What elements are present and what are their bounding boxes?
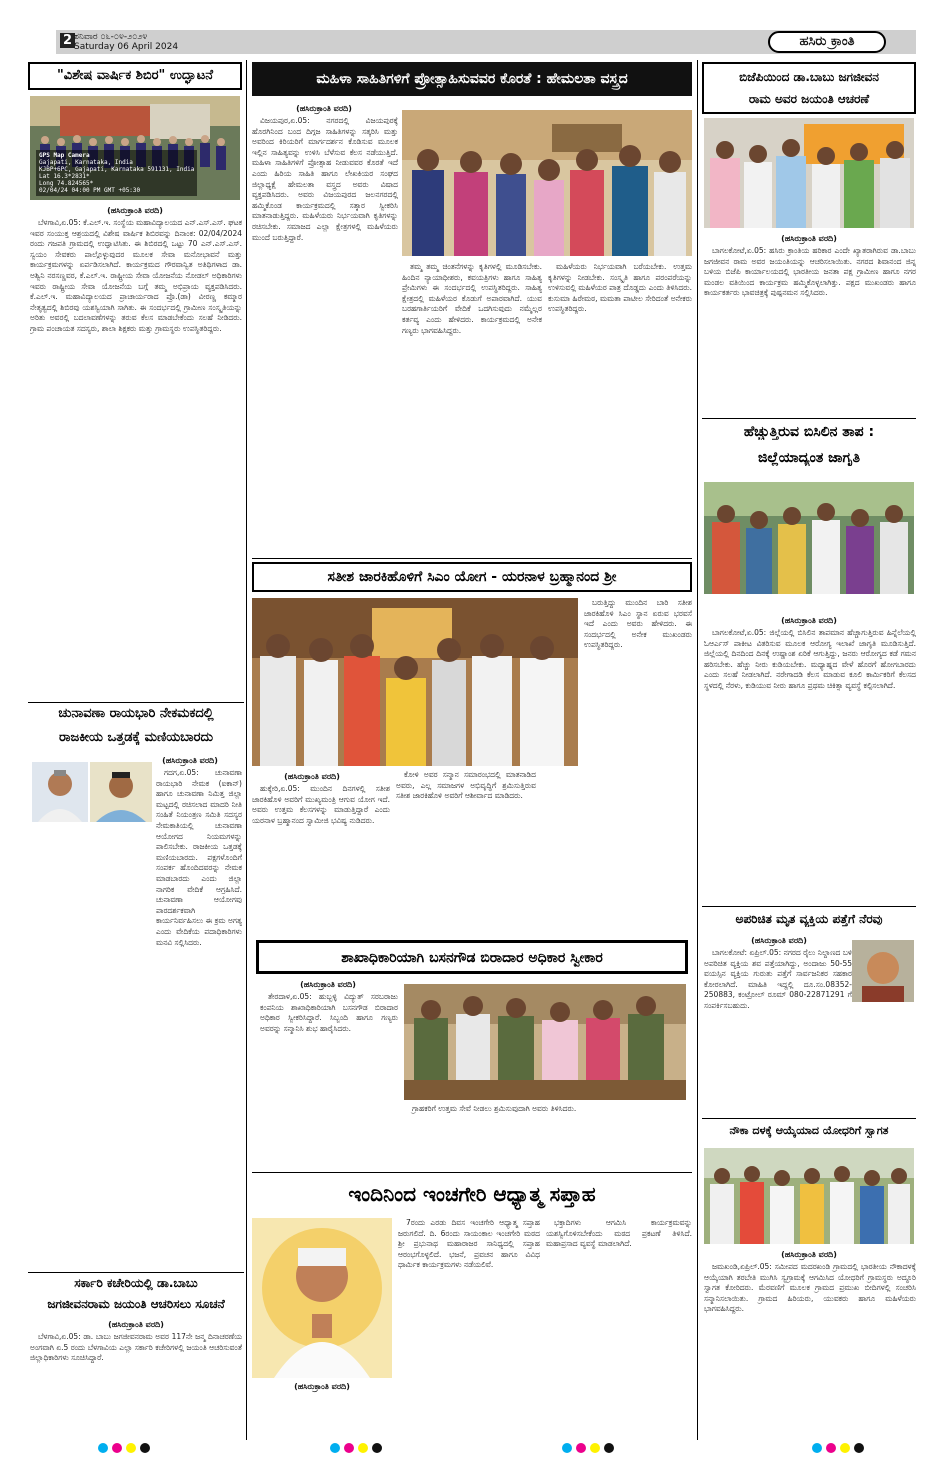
registration-marks (812, 1443, 864, 1453)
inchageri-photo (252, 1218, 392, 1378)
nauka-article-body: ಜಮಖಂಡಿ,ಏಪ್ರಿಲ್.05: ಸಮೀಪದ ಮದರಖಂಡಿ ಗ್ರಾಮದಲ್ಲಿ ಭಾರತೀಯ ನೌಕಾದಳಕ್ಕೆ ಆಯ್ಕೆಯಾಗಿ ತರಬೇತಿ ಮುಗಿಸಿ ಸ್ವಗ್ರಾಮಕ್ಕೆ ಆಗಮಿಸಿದ ಯೋಧರಿಗೆ ಗ್ರಾಮಸ್ಥರು ಅದ್ಧೂರಿ ಸ್ವಾಗತ ಕೋರಿದರು. ಮೆರವಣಿಗೆ ಮೂಲಕ ಗ್ರಾಮದ ಪ್ರಮುಖ ಬೀದಿಗಳಲ್ಲಿ ಸಂಚರಿಸಿ ಸನ್ಮಾನಿಸಲಾಯಿತು. ಗ್ರಾಮದ ಹಿರಿಯರು, ಯುವಕರು ಹಾಗೂ ಮಹಿಳೆಯರು ಭಾಗವಹಿಸಿದ್ದರು. (704, 1262, 916, 1314)
divider (702, 1118, 916, 1119)
bjp-headline-line1: ಬಿಜೆಪಿಯಿಂದ ಡಾ.ಬಾಬು ಜಗಜೀವನ (739, 70, 879, 84)
divider (28, 702, 244, 703)
camp-headline: "ವಿಶೇಷ ವಾರ್ಷಿಕ ಶಿಬಿರ" ಉದ್ಘಾಟನೆ (28, 62, 242, 90)
shakha-article-right: ಗ್ರಾಹಕರಿಗೆ ಉತ್ತಮ ಸೇವೆ ನೀಡಲು ಶ್ರಮಿಸುವುದಾಗಿ ಅವರು ತಿಳಿಸಿದರು. (412, 1104, 577, 1113)
heat-headline-line1: ಹೆಚ್ಚುತ್ತಿರುವ ಬಿಸಿಲಿನ ತಾಪ : (743, 424, 875, 440)
mahila-article-left: ವಿಜಯಪುರ,ಏ.05: ನಗರದಲ್ಲಿ ವಿಜಯಪುರಕ್ಕೆ ಹೊರಗಿನಿಂದ ಬಂದ ದಿಗ್ಗಜ ಸಾಹಿತಿಗಳನ್ನು ಸತ್ಕರಿಸಿ ಮತ್ತು ಅವರಿಂದ ಕಿರಿಯರಿಗೆ ಮಾರ್ಗದರ್ಶನ ಕೊಡಿಸುವ ಮೂಲಕ ಇಲ್ಲಿನ ಸಾಹಿತ್ಯವನ್ನು ಉಳಿಸಿ ಬೆಳೆಸುವ ಕೆಲಸ ನಡೆಯುತ್ತಿದೆ. ಮಹಿಳಾ ಸಾಹಿತಿಗಳಿಗೆ ಪ್ರೋತ್ಸಾಹ ನೀಡುವವರ ಕೊರತೆ ಇದೆ ಎಂದು ಹಿರಿಯ ಸಾಹಿತಿ ಹಾಗೂ ಲೇಖಕಿಯರ ಸಂಘದ ಜಿಲ್ಲಾಧ್ಯಕ್ಷೆ ಹೇಮಲತಾ ವಸ್ತ್ರದ ಅವರು ವಿಷಾದ ವ್ಯಕ್ತಪಡಿಸಿದರು. ಅವರು ವಿಜಯಪುರದ ಜಲನಗರದಲ್ಲಿ ಹಮ್ಮಿಕೊಂಡ ಕಾರ್ಯಕ್ರಮದಲ್ಲಿ ಸತ್ಕಾರ ಸ್ವೀಕರಿಸಿ ಮಾತನಾಡುತ್ತಿದ್ದರು. ಮಹಿಳೆಯರು ನಿರ್ಭಯವಾಗಿ ಕೃತಿಗಳನ್ನು ರಚಿಸಬೇಕು. ಸಮಾಜದ ಎಲ್ಲಾ ಕ್ಷೇತ್ರಗಳಲ್ಲಿ ಮಹಿಳೆಯರು ಮುಂದೆ ಬರುತ್ತಿದ್ದಾರೆ. (252, 116, 398, 242)
unknown-person-headline: ಅಪರಿಚಿತ ಮೃತ ವ್ಯಕ್ತಿಯ ಪತ್ತೆಗೆ ನೆರವು (735, 912, 883, 926)
mahila-article-right: ಮಹಿಳೆಯರು ನಿರ್ಭಯವಾಗಿ ಬರೆಯಬೇಕು. ಉತ್ತಮ ಕೃತಿಗಳನ್ನು ನೀಡಬೇಕು. ಸಂಸ್ಕೃತಿ ಹಾಗೂ ಪರಂಪರೆಯನ್ನು ಉಳಿಸುವಲ್ಲಿ ಮಹಿಳೆಯರ ಪಾತ್ರ ದೊಡ್ಡದು ಎಂದು ತಿಳಿಸಿದರು. ಕುಸುಮಾ ಹಿರೇಮಠ, ಮಮತಾ ಪಾಟೀಲ ಸೇರಿದಂತೆ ಅನೇಕರು ಉಪಸ್ಥಿತರಿದ್ದರು. (548, 262, 692, 314)
camp-article-body: ಬೆಳಗಾವಿ,ಏ.05: ಕೆ.ಎಲ್.ಇ. ಸಂಸ್ಥೆಯ ಮಹಾವಿದ್ಯಾಲಯದ ಎನ್.ಎಸ್.ಎಸ್. ಘಟಕ ಇವರ ಸಂಯುಕ್ತ ಆಶ್ರಯದಲ್ಲಿ ವಿಶೇಷ ವಾರ್ಷಿಕ ಶಿಬಿರವನ್ನು ದಿನಾಂಕ: 02/04/2024 ರಂದು ಗಜಪತಿ ಗ್ರಾಮದಲ್ಲಿ ಉದ್ಘಾಟಿಸಿತು. ಈ ಶಿಬಿರದಲ್ಲಿ ಒಟ್ಟು 70 ಎನ್.ಎಸ್.ಎಸ್. ಸ್ವಯಂ ಸೇವಕರು ಪಾಲ್ಗೊಳ್ಳುವುದರ ಮೂಲಕ ಸೇವಾ ಮನೋಭಾವನೆ ಮತ್ತು ಕಾರ್ಯಕ್ರಮಗಳನ್ನು ಏರ್ಪಡಿಸಲಾಗಿದೆ. ಕಾರ್ಯಕ್ರಮದ ಗೌರವಾನ್ವಿತ ಅತಿಥಿಗಳಾದ ಡಾ. ಅಶ್ವಿನಿ ನರಸಣ್ಣವರ, ಕೆ.ಎಲ್.ಇ. ರಾಷ್ಟ್ರೀಯ ಸೇವಾ ಯೋಜನೆಯ ನೋಡಲ್ ಅಧಿಕಾರಿಗಳು ಇವರು ರಾಷ್ಟ್ರೀಯ ಸೇವಾ ಯೋಜನೆಯ ಬಗ್ಗೆ ತಮ್ಮ ಅಭಿಪ್ರಾಯ ವ್ಯಕ್ತಪಡಿಸಿದರು. ಕೆ.ಎಲ್.ಇ. ಮಹಾವಿದ್ಯಾಲಯದ ಪ್ರಾಚಾರ್ಯರಾದ ಪ್ರೊ.(ಡಾ) ವೀರಣ್ಣ ಕಮ್ಮಾರ ನೇತೃತ್ವದಲ್ಲಿ ಶಿಬಿರವು ಯಶಸ್ವಿಯಾಗಿ ಸಾಗಿತು. ಈ ಸಂದರ್ಭದಲ್ಲಿ ಗ್ರಾಮೀಣ ಸಂಸ್ಕೃತಿಯನ್ನು ಅರಿತು ಅವರಲ್ಲಿ ಬದಲಾವಣೆಗಳನ್ನು ತರುವ ಕೆಲಸ ಮಾಡಬೇಕೆಂದು ಸಲಹೆ ನೀಡಿದರು. ಗ್ರಾಮ ಪಂಚಾಯತ ಸದಸ್ಯರು, ಶಾಲಾ ಶಿಕ್ಷಕರು ಮತ್ತು ಗ್ರಾಮಸ್ಥರು ಉಪಸ್ಥಿತರಿದ್ದರು. (30, 218, 242, 333)
bjp-article-body: ಬಾಗಲಕೋಟೆ,ಏ.05: ಹಸಿರು ಕ್ರಾಂತಿಯ ಹರಿಕಾರ ಎಂದೇ ಖ್ಯಾತರಾಗಿರುವ ಡಾ.ಬಾಬು ಜಗಜೀವನ ರಾಮ ಅವರ ಜಯಂತಿಯನ್ನು ಆಚರಿಸಲಾಯಿತು. ನಗರದ ಶಿವಾನಂದ ಜಿನ್ನ ಬಳಿಯ ಬಿಜೆಪಿ ಕಾರ್ಯಾಲಯದಲ್ಲಿ ಭಾರತೀಯ ಜನತಾ ಪಕ್ಷ ಗ್ರಾಮೀಣ ಹಾಗೂ ನಗರ ಮಂಡಲ ವತಿಯಿಂದ ಕಾರ್ಯಕ್ರಮ ಹಮ್ಮಿಕೊಳ್ಳಲಾಗಿತ್ತು. ಪಕ್ಷದ ಮುಖಂಡರು ಹಾಗೂ ಕಾರ್ಯಕರ್ತರು ಭಾವಚಿತ್ರಕ್ಕೆ ಪುಷ್ಪನಮನ ಸಲ್ಲಿಸಿದರು. (704, 246, 916, 298)
heat-byline: (ಹಸಿರುಕ್ರಾಂತಿ ವರದಿ) (781, 616, 837, 625)
satish-article-mid: ಕೋಳಿ ಅವರ ಸನ್ಮಾನ ಸಮಾರಂಭದಲ್ಲಿ ಮಾತನಾಡಿದ ಅವರು, ಎಲ್ಲ ಸಮಾಜಗಳ ಅಭಿವೃದ್ಧಿಗೆ ಶ್ರಮಿಸುತ್ತಿರುವ ಸತೀಶ ಜಾರಕಿಹೊಳಿ ಅವರಿಗೆ ಆಶೀರ್ವಾದ ಮಾಡಿದರು. (396, 770, 536, 801)
black-dot (604, 1443, 614, 1453)
magenta-dot (344, 1443, 354, 1453)
magenta-dot (826, 1443, 836, 1453)
shakha-photo (404, 984, 686, 1100)
election-article-body: ಗದಗ,ಏ.05: ಚುನಾವಣಾ ರಾಯಭಾರಿ ನೇಮಕ (ಐಕಾನ್) ಹಾಗೂ ಚುನಾವಣಾ ನಿಮಿತ್ತ ಜಿಲ್ಲಾ ಮಟ್ಟದಲ್ಲಿ ರಚಿಸಲಾದ ಮಾದರಿ ನೀತಿ ಸಂಹಿತೆ ನಿಯಂತ್ರಣ ಸಮಿತಿ ಸದಸ್ಯರ ನೇಮಕಾತಿಯಲ್ಲಿ ಚುನಾವಣಾ ಆಯೋಗದ ನಿಯಮಗಳನ್ನು ಪಾಲಿಸಬೇಕು. ರಾಜಕೀಯ ಒತ್ತಡಕ್ಕೆ ಮಣಿಯಬಾರದು. ಪಕ್ಷಗಳೊಂದಿಗೆ ಸಂಪರ್ಕ ಹೊಂದಿದವರನ್ನು ನೇಮಕ ಮಾಡಬಾರದು ಎಂದು ಜಿಲ್ಲಾ ನಾಗರಿಕ ವೇದಿಕೆ ಆಗ್ರಹಿಸಿದೆ. ಚುನಾವಣಾ ಆಯೋಗವು ಪಾರದರ್ಶಕವಾಗಿ ಕಾರ್ಯನಿರ್ವಹಿಸಲು ಈ ಕ್ರಮ ಅಗತ್ಯ ಎಂದು ವೇದಿಕೆಯ ಪದಾಧಿಕಾರಿಗಳು ಮನವಿ ಸಲ್ಲಿಸಿದರು. (156, 768, 242, 947)
inchageri-article-left (252, 1394, 392, 1438)
registration-marks (330, 1443, 382, 1453)
shakha-headline: ಶಾಖಾಧಿಕಾರಿಯಾಗಿ ಬಸನಗೌಡ ಬಿರಾದಾರ ಅಧಿಕಾರ ಸ್ವೀಕಾರ (256, 940, 688, 974)
satish-byline: (ಹಸಿರುಕ್ರಾಂತಿ ವರದಿ) (284, 772, 340, 781)
column-rule (246, 60, 247, 1440)
registration-marks (98, 1443, 150, 1453)
divider (28, 1272, 244, 1273)
unknown-article-body: ಬಾಗಲಕೋಟೆ: ಏಪ್ರಿಲ್.05: ನಗರದ ರೈಲು ನಿಲ್ದಾಣದ ಬಳಿ ಅಪರಿಚಿತ ವ್ಯಕ್ತಿಯ ಶವ ಪತ್ತೆಯಾಗಿದ್ದು, ಅಂದಾಜು 50-55 ವಯಸ್ಸಿನ ವ್ಯಕ್ತಿಯ ಗುರುತು ಪತ್ತೆಗೆ ಸಾರ್ವಜನಿಕರ ಸಹಕಾರ ಕೋರಲಾಗಿದೆ. ಮಾಹಿತಿ ಇದ್ದಲ್ಲಿ ದೂ.ಸಂ.08352-250883, ಕಂಟ್ರೋಲ್ ರೂಮ್ 080-22871291 ಗೆ ಸಂಪರ್ಕಿಸಬಹುದು. (704, 948, 852, 1010)
magenta-dot (576, 1443, 586, 1453)
divider (252, 1172, 692, 1173)
cyan-dot (98, 1443, 108, 1453)
heat-article-body: ಬಾಗಲಕೋಟೆ,ಏ.05: ಜಿಲ್ಲೆಯಲ್ಲಿ ಬಿಸಿಲಿನ ತಾಪಮಾನ ಹೆಚ್ಚಾಗುತ್ತಿರುವ ಹಿನ್ನೆಲೆಯಲ್ಲಿ ಓಆರ್ಎಸ್ ಪಾಕೀಟ ವಿತರಿಸುವ ಮೂಲಕ ಆರೋಗ್ಯ ಇಲಾಖೆ ಜಾಗೃತಿ ಮೂಡಿಸುತ್ತಿದೆ. ಜಿಲ್ಲೆಯಲ್ಲಿ ದಿನದಿಂದ ದಿನಕ್ಕೆ ಉಷ್ಣಾಂಶ ಏರಿಕೆ ಆಗುತ್ತಿದ್ದು, ಜನರು ಆರೋಗ್ಯದ ಕಡೆ ಗಮನ ಹರಿಸಬೇಕು. ಹೆಚ್ಚು ನೀರು ಕುಡಿಯಬೇಕು. ಮಧ್ಯಾಹ್ನದ ವೇಳೆ ಹೊರಗೆ ಹೋಗಬಾರದು ಎಂದು ಸಲಹೆ ನೀಡಲಾಗಿದೆ. ನರೇಗಾದಡಿ ಕೆಲಸ ಮಾಡುವ ಕೂಲಿ ಕಾರ್ಮಿಕರಿಗೆ ಕೆಲಸದ ಸ್ಥಳದಲ್ಲಿ ನೆರಳು, ಕುಡಿಯುವ ನೀರು ಹಾಗೂ ಪ್ರಥಮ ಚಿಕಿತ್ಸಾ ವ್ಯವಸ್ಥೆ ಕಲ್ಪಿಸಲಾಗಿದೆ. (704, 628, 916, 690)
mahila-article-mid: ತಮ್ಮ ತಮ್ಮ ಚಿಂತನೆಗಳನ್ನು ಕೃತಿಗಳಲ್ಲಿ ಮೂಡಿಸಬೇಕು. ಹಿಂದಿನ ನ್ಯಾಯಾಧೀಶರು, ಕವಯತ್ರಿಗಳು ಹಾಗೂ ಸಾಹಿತ್ಯ ಪ್ರೇಮಿಗಳು ಈ ಸಂದರ್ಭದಲ್ಲಿ ಉಪಸ್ಥಿತರಿದ್ದರು. ಸಾಹಿತ್ಯ ಕ್ಷೇತ್ರದಲ್ಲಿ ಮಹಿಳೆಯರ ಕೊಡುಗೆ ಅಪಾರವಾಗಿದೆ. ಯುವ ಬರಹಗಾರ್ತಿಯರಿಗೆ ವೇದಿಕೆ ಒದಗಿಸುವುದು ನಮ್ಮೆಲ್ಲರ ಕರ್ತವ್ಯ ಎಂದು ಹೇಳಿದರು. ಕಾರ್ಯಕ್ರಮದಲ್ಲಿ ಅನೇಕ ಗಣ್ಯರು ಭಾಗವಹಿಸಿದ್ದರು. (402, 262, 542, 335)
yellow-dot (590, 1443, 600, 1453)
jayanti-headline-line2: ಜಗಜೀವನರಾಮ ಜಯಂತಿ ಆಚರಿಸಲು ಸೂಚನೆ (47, 1297, 225, 1311)
nauka-byline: (ಹಸಿರುಕ್ರಾಂತಿ ವರದಿ) (781, 1250, 837, 1259)
bjp-headline-line2: ರಾಮ ಅವರ ಜಯಂತಿ ಆಚರಣೆ (748, 92, 870, 106)
yellow-dot (126, 1443, 136, 1453)
jayanti-article-body: ಬೆಳಗಾವಿ,ಏ.05: ಡಾ. ಬಾಬು ಜಗಜೀವನರಾಮ ಅವರ 117ನೇ ಜನ್ಮ ದಿನಾಚರಣೆಯ ಅಂಗವಾಗಿ ಏ.5 ರಂದು ಬೆಳಗಾವಿಯ ಎಲ್ಲಾ ಸರ್ಕಾರಿ ಕಚೇರಿಗಳಲ್ಲಿ ಜಯಂತಿ ಆಚರಿಸುವಂತೆ ಜಿಲ್ಲಾಧಿಕಾರಿಗಳು ಸೂಚಿಸಿದ್ದಾರೆ. (30, 1332, 242, 1363)
shakha-byline: (ಹಸಿರುಕ್ರಾಂತಿ ವರದಿ) (300, 980, 356, 989)
divider (702, 906, 916, 907)
inchageri-article-right: ಭಕ್ತಾದಿಗಳು ಆಗಮಿಸಿ ಕಾರ್ಯಕ್ರಮವನ್ನು ಯಶಸ್ವಿಗೊಳಿಸಬೇಕೆಂದು ಮಠದ ಪ್ರಕಟಣೆ ತಿಳಿಸಿದೆ. ಮಹಾಪ್ರಸಾದ ವ್ಯವಸ್ಥೆ ಮಾಡಲಾಗಿದೆ. (546, 1218, 692, 1249)
nauka-headline: ನೌಕಾ ದಳಕ್ಕೆ ಆಯ್ಕೆಯಾದ ಯೋಧರಿಗೆ ಸ್ವಾಗತ (729, 1124, 889, 1137)
cyan-dot (812, 1443, 822, 1453)
black-dot (372, 1443, 382, 1453)
heat-headline-line2: ಜಿಲ್ಲೆಯಾದ್ಯಂತ ಜಾಗೃತಿ (758, 450, 860, 466)
unknown-byline: (ಹಸಿರುಕ್ರಾಂತಿ ವರದಿ) (751, 936, 807, 945)
mahila-headline: ಮಹಿಳಾ ಸಾಹಿತಿಗಳಿಗೆ ಪ್ರೋತ್ಸಾಹಿಸುವವರ ಕೊರತೆ : ಹೇಮಲತಾ ವಸ್ತ್ರದ (252, 62, 692, 96)
election-headline-line2: ರಾಜಕೀಯ ಒತ್ತಡಕ್ಕೆ ಮಣಿಯಬಾರದು (59, 730, 213, 745)
cyan-dot (330, 1443, 340, 1453)
column-rule (697, 60, 698, 1440)
page-number: 2 (60, 33, 75, 48)
divider (702, 418, 916, 419)
cyan-dot (562, 1443, 572, 1453)
mahila-photo (402, 110, 692, 256)
satish-photo (252, 598, 578, 766)
camp-byline: (ಹಸಿರುಕ್ರಾಂತಿ ವರದಿ) (107, 206, 163, 215)
satish-article-right: ಬರುತ್ತಿದ್ದು ಮುಂದಿನ ಬಾರಿ ಸತೀಶ ಜಾರಕಿಹೊಳಿ ಸಿಎಂ ಸ್ಥಾನ ಏರುವ ಭರವಸೆ ಇದೆ ಎಂದು ಅವರು ಹೇಳಿದರು. ಈ ಸಂದರ್ಭದಲ್ಲಿ ಅನೇಕ ಮುಖಂಡರು ಉಪಸ್ಥಿತರಿದ್ದರು. (584, 598, 692, 650)
bjp-byline: (ಹಸಿರುಕ್ರಾಂತಿ ವರದಿ) (781, 234, 837, 243)
gps-caption: GPS Map Camera Gajapati, Karnataka, India KJBP+6PC, Gajapati, Karnataka 591131, India Lat 16.3*2831* Long 74.824565* 02/04/24 04:00 PM GMT +05:30 (36, 150, 197, 196)
yellow-dot (840, 1443, 850, 1453)
election-byline: (ಹಸಿರುಕ್ರಾಂತಿ ವರದಿ) (162, 756, 218, 765)
mahila-byline: (ಹಸಿರುಕ್ರಾಂತಿ ವರದಿ) (296, 104, 352, 113)
newspaper-brand: ಹಸಿರು ಕ್ರಾಂತಿ (768, 31, 886, 53)
satish-article-left: ಹುಕ್ಕೇರಿ,ಏ.05: ಮುಂದಿನ ದಿನಗಳಲ್ಲಿ ಸತೀಶ ಜಾರಕಿಹೊಳಿ ಅವರಿಗೆ ಮುಖ್ಯಮಂತ್ರಿ ಆಗುವ ಯೋಗ ಇದೆ. ಅವರು ಉತ್ತಮ ಕೆಲಸಗಳನ್ನು ಮಾಡುತ್ತಿದ್ದಾರೆ ಎಂದು ಯರನಾಳ ಬ್ರಹ್ಮಾನಂದ ಸ್ವಾಮೀಜಿ ಭವಿಷ್ಯ ನುಡಿದರು. (252, 784, 390, 825)
date-english: Saturday 06 April 2024 (74, 42, 179, 52)
jayanti-byline: (ಹಸಿರುಕ್ರಾಂತಿ ವರದಿ) (108, 1320, 164, 1329)
divider (252, 558, 692, 559)
magenta-dot (112, 1443, 122, 1453)
election-headline-line1: ಚುನಾವಣಾ ರಾಯಭಾರಿ ನೇಕಮಕದಲ್ಲಿ (58, 706, 214, 721)
bjp-headline (702, 62, 916, 114)
camp-photo (30, 96, 240, 200)
black-dot (854, 1443, 864, 1453)
inchageri-headline: ಇಂದಿನಿಂದ ಇಂಚಗೇರಿ ಆಧ್ಯಾತ್ಮ ಸಪ್ತಾಹ (348, 1182, 596, 1206)
registration-marks (562, 1443, 614, 1453)
black-dot (140, 1443, 150, 1453)
jayanti-headline-line1: ಸರ್ಕಾರಿ ಕಚೇರಿಯಲ್ಲಿ ಡಾ.ಬಾಬು (74, 1276, 198, 1290)
inchageri-byline: (ಹಸಿರುಕ್ರಾಂತಿ ವರದಿ) (294, 1382, 350, 1391)
heat-photo (704, 482, 914, 594)
date-kannada: ಶನಿವಾರ ೦೬-೦೪-೨೦೨೪ (74, 32, 148, 42)
inchageri-article-mid: 7ರಂದು ಎರಡು ದಿವಸ ಇಂಚಗೇರಿ ಆಧ್ಯಾತ್ಮ ಸಪ್ತಾಹ ಜರುಗಲಿದೆ. ದಿ. 6ರಂದು ಸಾಯಂಕಾಲ ಇಂಚಗೇರಿ ಮಠದ ಶ್ರೀ ಪ್ರಭುನಾಥ ಮಹಾರಾಜರ ಸಾನಿಧ್ಯದಲ್ಲಿ ಸಪ್ತಾಹ ಆರಂಭಗೊಳ್ಳಲಿದೆ. ಭಜನೆ, ಪ್ರವಚನ ಹಾಗೂ ವಿವಿಧ ಧಾರ್ಮಿಕ ಕಾರ್ಯಕ್ರಮಗಳು ನಡೆಯಲಿವೆ. (398, 1218, 540, 1270)
yellow-dot (358, 1443, 368, 1453)
shakha-article-left: ತೇರದಾಳ,ಏ.05: ಹುಬ್ಬಳ್ಳಿ ವಿದ್ಯುತ್ ಸರಬರಾಜು ಕಂಪನಿಯ ಶಾಖಾಧಿಕಾರಿಯಾಗಿ ಬಸನಗೌಡ ಬಿರಾದಾರ ಅಧಿಕಾರ ಸ್ವೀಕರಿಸಿದ್ದಾರೆ. ಸಿಬ್ಬಂದಿ ಹಾಗೂ ಗಣ್ಯರು ಅವರನ್ನು ಸನ್ಮಾನಿಸಿ ಶುಭ ಹಾರೈಸಿದರು. (260, 992, 398, 1033)
satish-headline: ಸತೀಶ ಜಾರಕಿಹೊಳಿಗೆ ಸಿಎಂ ಯೋಗ - ಯರನಾಳ ಬ್ರಹ್ಮಾನಂದ ಶ್ರೀ (252, 562, 692, 592)
nauka-photo (704, 1148, 914, 1244)
bjp-photo (704, 118, 914, 228)
